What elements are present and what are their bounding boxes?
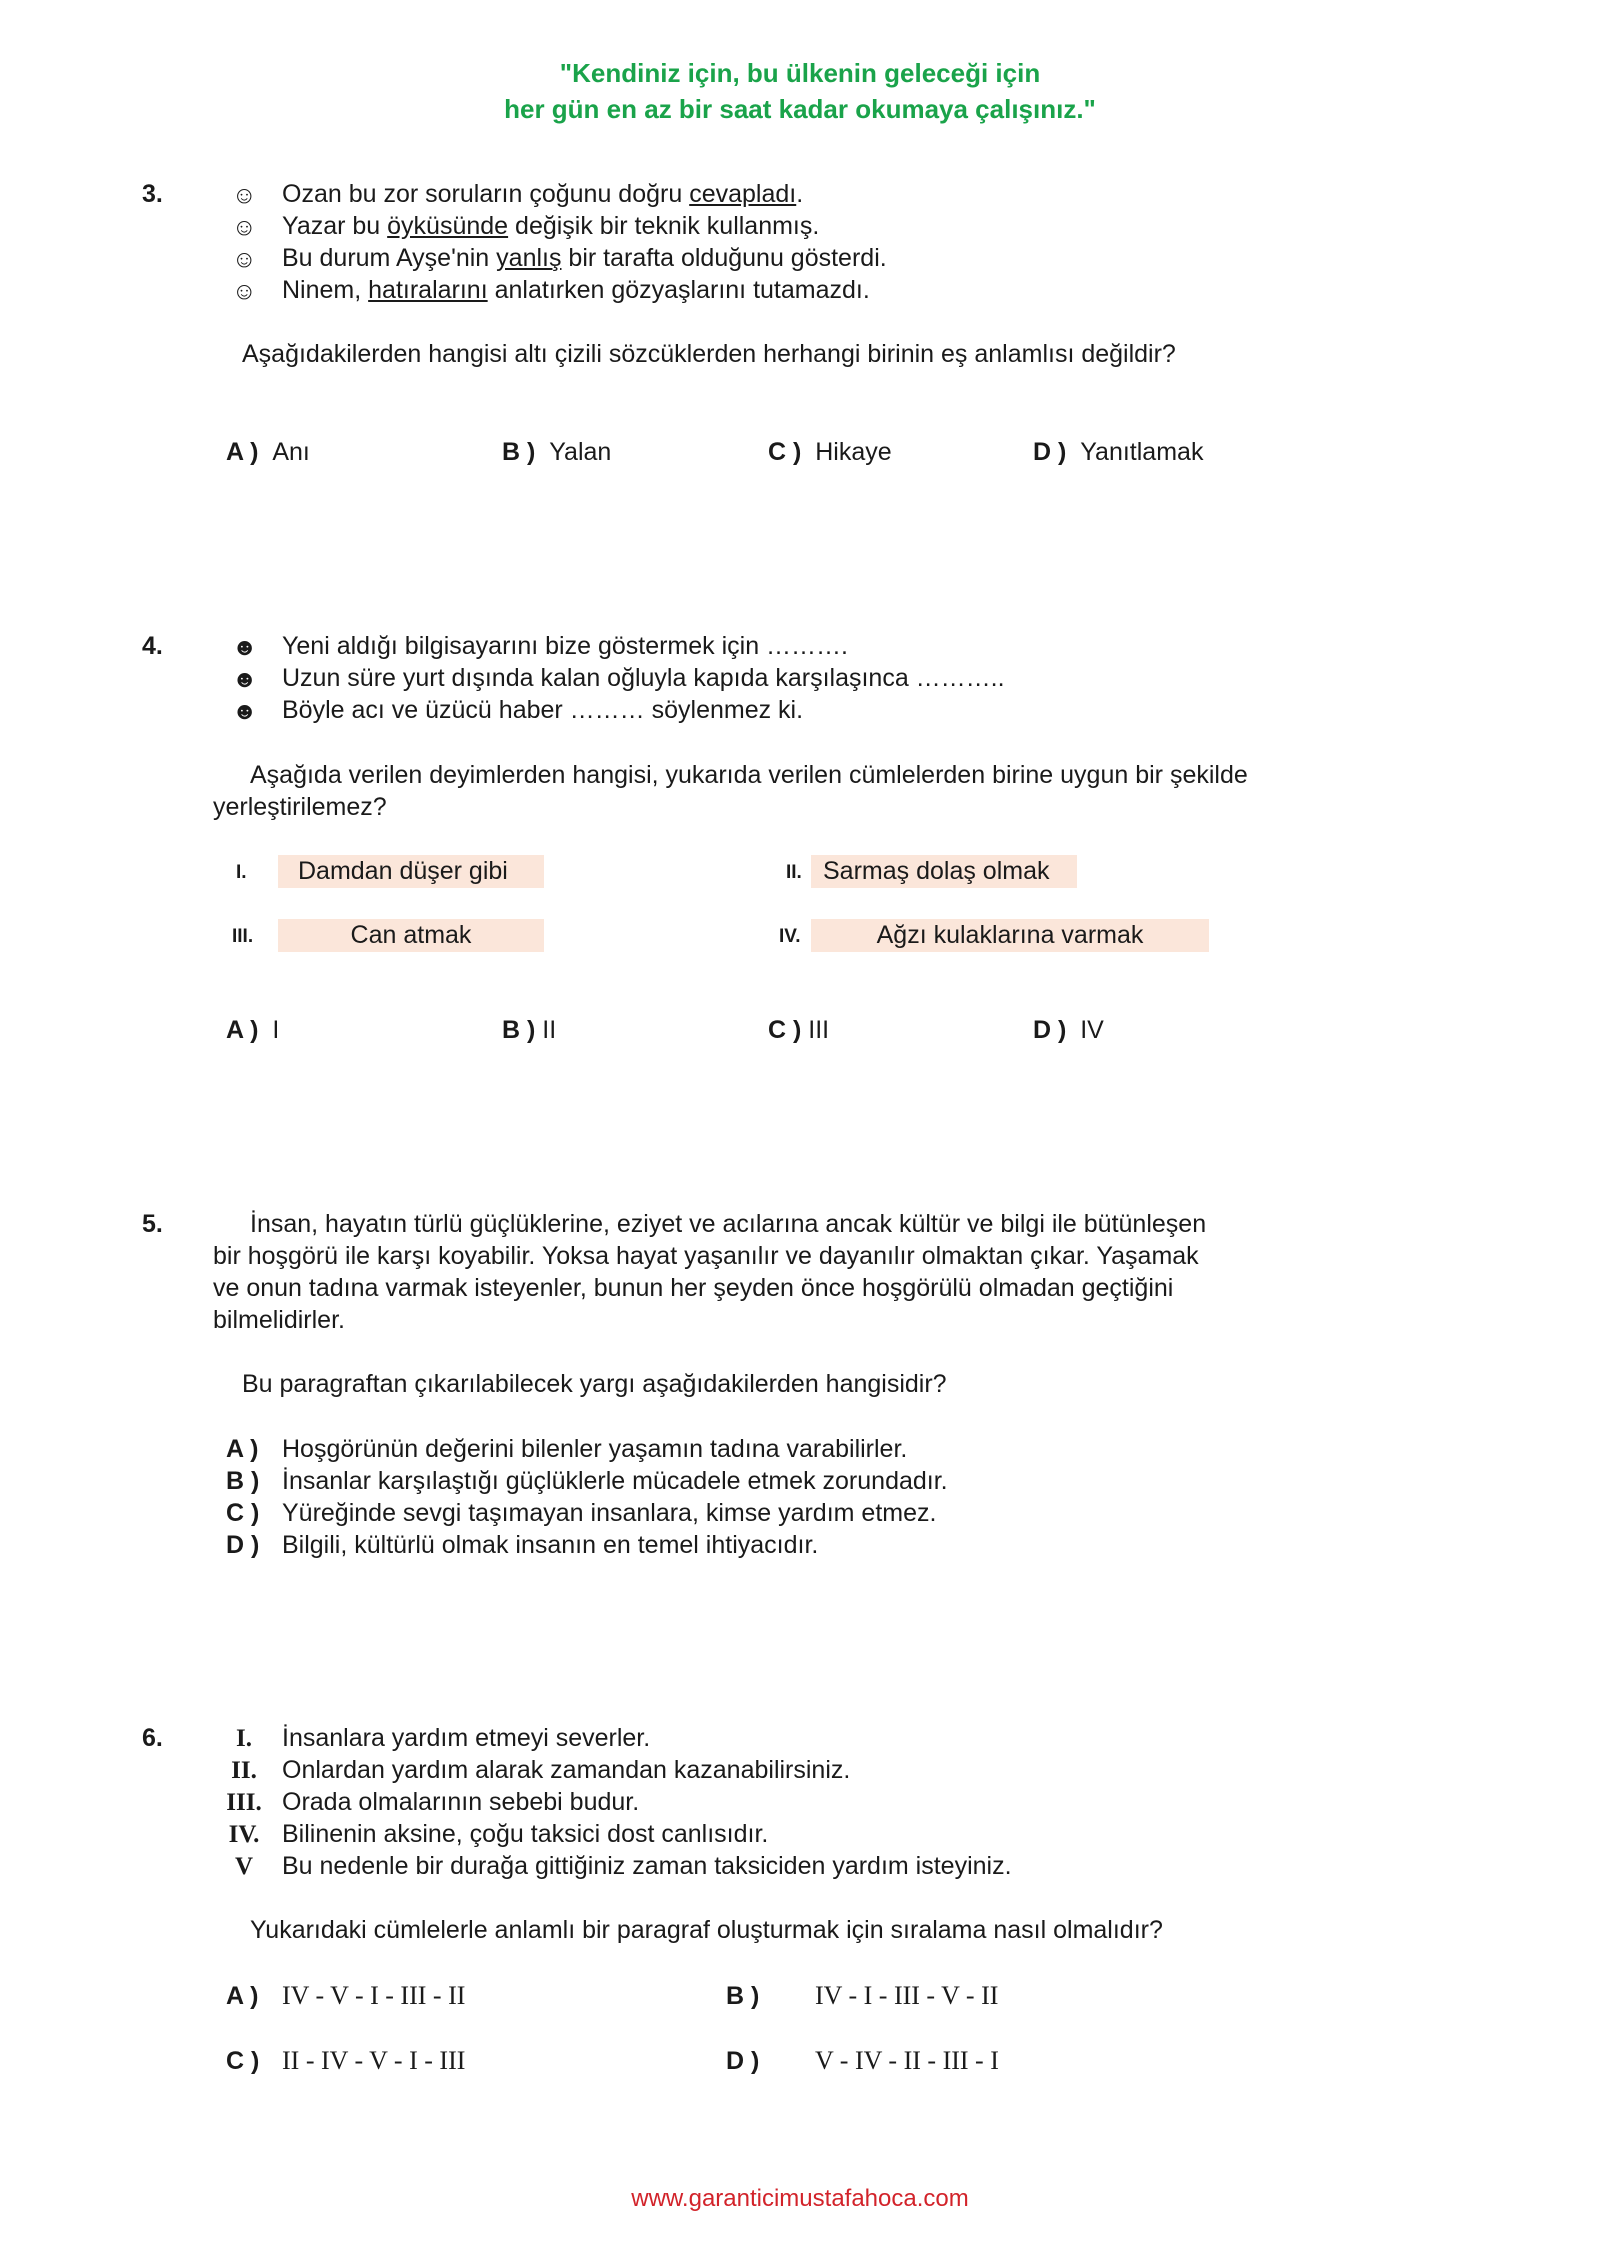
sentence: Bu nedenle bir durağa gittiğiniz zaman taksiciden yardım isteyiniz. <box>282 1852 1012 1880</box>
sentence: Yeni aldığı bilgisayarını bize göstermek için ………. <box>282 632 849 660</box>
sentence: Bilinenin aksine, çoğu taksici dost canlısıdır. <box>282 1820 769 1848</box>
question-text-line-1: Aşağıda verilen deyimlerden hangisi, yukarıda verilen cümlelerden birine uygun bir şekilde <box>250 761 1248 789</box>
underlined-word: cevapladı <box>689 180 797 208</box>
smiley-icon: ☺ <box>232 278 257 305</box>
underlined-word: hatıralarını <box>368 276 488 304</box>
smiley-icon: ☻ <box>232 666 258 693</box>
option-a-text[interactable]: IV - V - I - III - II <box>282 1981 466 2010</box>
sentence: Ninem, hatıralarını anlatırken gözyaşlarını tutamazdı. <box>282 276 870 304</box>
option-d-text[interactable]: V - IV - II - III - I <box>815 2046 999 2075</box>
option-d-letter[interactable]: D ) <box>226 1531 260 1559</box>
sentence: İnsanlara yardım etmeyi severler. <box>282 1724 651 1752</box>
option-c-letter[interactable]: C ) <box>226 2047 260 2075</box>
question-number: 6. <box>142 1724 163 1752</box>
sentence: Uzun süre yurt dışında kalan oğluyla kapıda karşılaşınca ……….. <box>282 664 1005 692</box>
question-number: 3. <box>142 180 163 208</box>
underlined-word: öyküsünde <box>387 212 509 240</box>
sentence: Yazar bu öyküsünde değişik bir teknik kullanmış. <box>282 212 820 240</box>
option-c-text[interactable]: Yüreğinde sevgi taşımayan insanlara, kimse yardım etmez. <box>282 1499 937 1527</box>
idiom-box: Damdan düşer gibi <box>278 855 544 888</box>
smiley-icon: ☺ <box>232 182 257 209</box>
option-b[interactable]: B ) II <box>502 1016 557 1044</box>
footer-website-link[interactable]: www.garanticimustafahoca.com <box>631 2185 969 2212</box>
option-c[interactable]: C ) III <box>768 1016 830 1044</box>
option-a[interactable]: A ) Anı <box>226 438 310 466</box>
roman-numeral: III. <box>226 1789 262 1816</box>
underlined-word: yanlış <box>496 244 562 272</box>
idiom-box: Sarmaş dolaş olmak <box>811 855 1077 888</box>
option-c-text[interactable]: II - IV - V - I - III <box>282 2046 466 2075</box>
question-text: Yukarıdaki cümlelerle anlamlı bir paragraf oluşturmak için sıralama nasıl olmalıdır? <box>250 1916 1163 1944</box>
roman-numeral: II. <box>786 862 802 883</box>
option-a-text[interactable]: Hoşgörünün değerini bilenler yaşamın tadına varabilirler. <box>282 1435 908 1463</box>
option-a[interactable]: A ) I <box>226 1016 280 1044</box>
option-b-text[interactable]: IV - I - III - V - II <box>815 1981 999 2010</box>
paragraph-line: bir hoşgörü ile karşı koyabilir. Yoksa hayat yaşanılır ve dayanılır olmaktan çıkar. Yaşamak <box>213 1242 1199 1270</box>
option-d[interactable]: D ) Yanıtlamak <box>1033 438 1204 466</box>
option-d-letter[interactable]: D ) <box>726 2047 760 2075</box>
option-b[interactable]: B ) Yalan <box>502 438 612 466</box>
paragraph-line: İnsan, hayatın türlü güçlüklerine, eziyet ve acılarına ancak kültür ve bilgi ile bütünleşen <box>250 1210 1207 1238</box>
roman-numeral: IV. <box>228 1821 260 1848</box>
question-text: Bu paragraftan çıkarılabilecek yargı aşağıdakilerden hangisidir? <box>242 1370 947 1398</box>
roman-numeral: I. <box>236 862 247 883</box>
idiom-box: Ağzı kulaklarına varmak <box>811 919 1209 952</box>
option-b-text[interactable]: İnsanlar karşılaştığı güçlüklerle mücadele etmek zorundadır. <box>282 1467 948 1495</box>
option-c[interactable]: C ) Hikaye <box>768 438 892 466</box>
option-c-letter[interactable]: C ) <box>226 1499 260 1527</box>
idiom-box: Can atmak <box>278 919 544 952</box>
smiley-icon: ☺ <box>232 246 257 273</box>
option-d[interactable]: D ) IV <box>1033 1016 1104 1044</box>
sentence: Orada olmalarının sebebi budur. <box>282 1788 640 1816</box>
motto-header <box>0 55 1600 127</box>
roman-numeral: V <box>234 1853 254 1880</box>
question-number: 4. <box>142 632 163 660</box>
option-b-letter[interactable]: B ) <box>226 1467 260 1495</box>
smiley-icon: ☻ <box>232 634 258 661</box>
sentence: Böyle acı ve üzücü haber ……… söylenmez ki. <box>282 696 804 724</box>
sentence: Onlardan yardım alarak zamandan kazanabilirsiniz. <box>282 1756 851 1784</box>
question-text-line-2: yerleştirilemez? <box>213 793 387 821</box>
roman-numeral: IV. <box>779 926 801 947</box>
roman-numeral: I. <box>236 1725 252 1752</box>
motto-line-2: her gün en az bir saat kadar okumaya çalışınız." <box>504 94 1096 124</box>
option-a-letter[interactable]: A ) <box>226 1435 259 1463</box>
smiley-icon: ☺ <box>232 214 257 241</box>
option-b-letter[interactable]: B ) <box>726 1982 760 2010</box>
paragraph-line: ve onun tadına varmak isteyenler, bunun her şeyden önce hoşgörülü olmadan geçtiğini <box>213 1274 1174 1302</box>
question-text: Aşağıdakilerden hangisi altı çizili sözcüklerden herhangi birinin eş anlamlısı değildir? <box>242 340 1176 368</box>
paragraph-line: bilmelidirler. <box>213 1306 345 1334</box>
question-number: 5. <box>142 1210 163 1238</box>
option-a-letter[interactable]: A ) <box>226 1982 259 2010</box>
option-d-text[interactable]: Bilgili, kültürlü olmak insanın en temel ihtiyacıdır. <box>282 1531 819 1559</box>
sentence: Bu durum Ayşe'nin yanlış bir tarafta olduğunu gösterdi. <box>282 244 887 272</box>
smiley-icon: ☻ <box>232 698 258 725</box>
roman-numeral: III. <box>232 926 254 947</box>
roman-numeral: II. <box>231 1757 257 1784</box>
motto-line-1: "Kendiniz için, bu ülkenin geleceği için <box>559 58 1041 88</box>
sentence: Ozan bu zor soruların çoğunu doğru cevapladı. <box>282 180 804 208</box>
